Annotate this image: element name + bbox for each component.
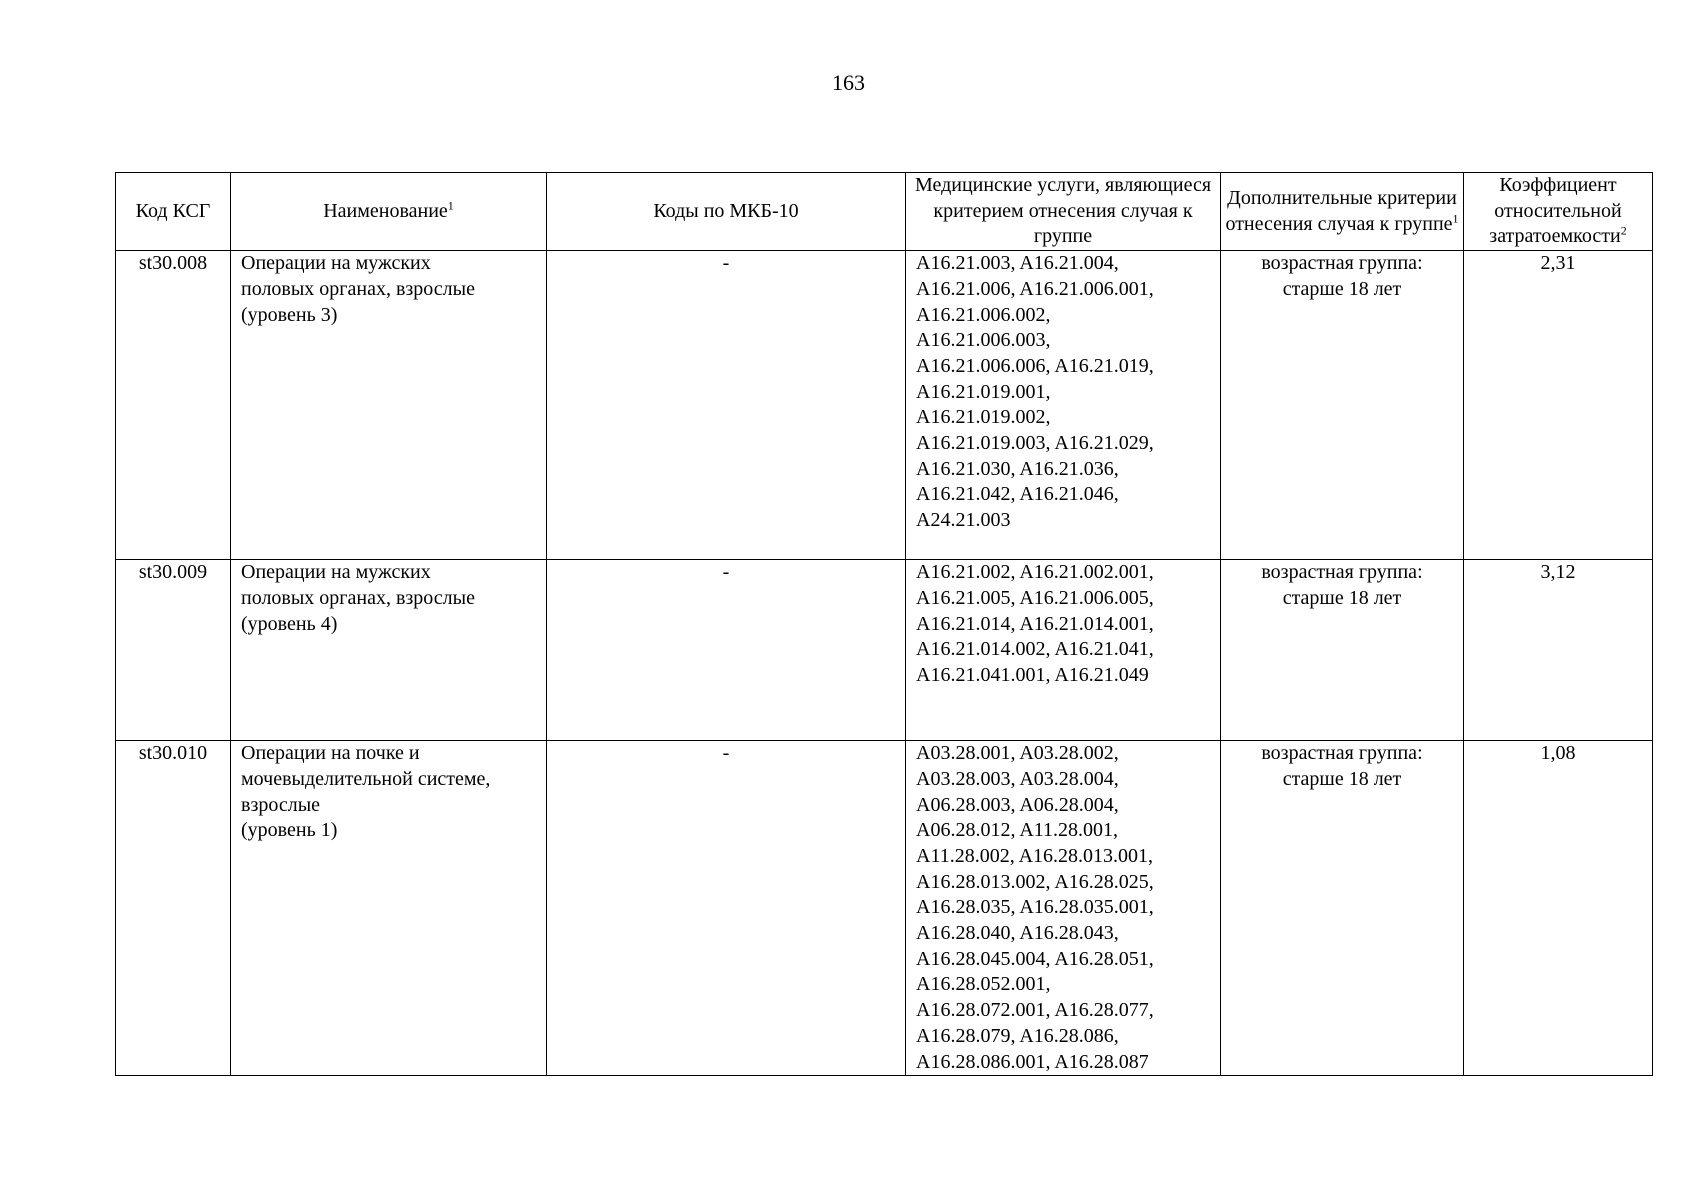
cell-line: A16.28.052.001,	[916, 973, 1051, 996]
ksg-table	[115, 172, 1653, 1076]
cell-line: старше 18 лет	[1282, 277, 1402, 300]
coefficient-cell: 1,08	[1464, 741, 1653, 1076]
cell-line: (уровень 3)	[241, 303, 338, 326]
cell-line: A16.21.030, A16.21.036,	[916, 457, 1119, 480]
cell-line: старше 18 лет	[1282, 767, 1402, 790]
cell-line: половых органах, взрослые	[241, 277, 475, 300]
cell-line: A16.21.014.002, A16.21.041,	[916, 638, 1154, 661]
cell-line: A16.28.086.001, A16.28.087	[916, 1050, 1149, 1073]
cell-line: A16.21.006.003,	[916, 329, 1051, 352]
cell-line: возрастная группа:	[1261, 742, 1423, 765]
cell-line: половых органах, взрослые	[241, 586, 475, 609]
cell-line: A06.28.012, A11.28.001,	[916, 819, 1119, 842]
cell-line: A16.28.045.004, A16.28.051,	[916, 947, 1154, 970]
cell-line: A16.28.013.002, A16.28.025,	[916, 870, 1154, 893]
cell-line: A16.21.005, A16.21.006.005,	[916, 586, 1154, 609]
mkb-cell: -	[547, 560, 906, 741]
cell-line: A16.21.014, A16.21.014.001,	[916, 612, 1154, 635]
cell-line: A03.28.003, A03.28.004,	[916, 767, 1119, 790]
cell-line: возрастная группа:	[1261, 252, 1423, 275]
header-extra: Дополнительные критерии отнесения случая к группе$^1$	[1221, 173, 1464, 251]
footnote-mark: 2	[1620, 223, 1627, 238]
name-cell	[231, 251, 547, 560]
services-cell	[906, 560, 1221, 741]
cell-line: A11.28.002, A16.28.013.001,	[916, 844, 1154, 867]
table-row	[116, 741, 1653, 1076]
cell-line: A16.21.019.002,	[916, 406, 1051, 429]
cell-line: A16.21.002, A16.21.002.001,	[916, 561, 1154, 584]
cell-line: Операции на мужских	[241, 252, 431, 275]
mkb-cell: -	[547, 251, 906, 560]
footnote-mark: 1	[447, 198, 454, 213]
cell-line: (уровень 4)	[241, 612, 338, 635]
services-cell	[906, 251, 1221, 560]
cell-line: A16.28.035, A16.28.035.001,	[916, 896, 1154, 919]
name-cell	[231, 741, 547, 1076]
cell-line: Операции на мужских	[241, 561, 431, 584]
ksg-code-cell: st30.008	[116, 251, 231, 560]
cell-line: A16.21.006.002,	[916, 303, 1051, 326]
cell-line: взрослые	[241, 793, 321, 816]
header-code: Код КСГ	[116, 173, 231, 251]
cell-line: A16.28.040, A16.28.043,	[916, 922, 1119, 945]
header-mkb: Коды по МКБ-10	[547, 173, 906, 251]
cell-line: A16.21.003, A16.21.004,	[916, 252, 1119, 275]
header-row	[116, 173, 1653, 251]
header-services: Медицинские услуги, являющиеся критерием отнесения случая к группе	[906, 173, 1221, 251]
footnote-mark: 1	[1452, 210, 1459, 225]
extra-criteria-cell	[1221, 560, 1464, 741]
services-cell	[906, 741, 1221, 1076]
name-cell	[231, 560, 547, 741]
cell-line: A03.28.001, A03.28.002,	[916, 742, 1119, 765]
coefficient-cell: 3,12	[1464, 560, 1653, 741]
cell-line: возрастная группа:	[1261, 561, 1423, 584]
header-coef: Коэффициент относительной затратоемкости$^2$	[1464, 173, 1653, 251]
cell-line: A16.21.019.003, A16.21.029,	[916, 432, 1154, 455]
ksg-code-cell: st30.009	[116, 560, 231, 741]
cell-line: A16.28.072.001, A16.28.077,	[916, 999, 1154, 1022]
cell-line: (уровень 1)	[241, 819, 338, 842]
header-name: Наименование$^1$	[231, 173, 547, 251]
coefficient-cell: 2,31	[1464, 251, 1653, 560]
cell-line: мочевыделительной системе,	[241, 767, 491, 790]
extra-criteria-cell	[1221, 741, 1464, 1076]
cell-line: A16.21.042, A16.21.046,	[916, 483, 1119, 506]
extra-criteria-cell	[1221, 251, 1464, 560]
cell-line: A16.28.079, A16.28.086,	[916, 1024, 1119, 1047]
cell-line: Операции на почке и	[241, 742, 420, 765]
cell-line: A16.21.006, A16.21.006.001,	[916, 277, 1154, 300]
ksg-code-cell: st30.010	[116, 741, 231, 1076]
cell-line: старше 18 лет	[1282, 586, 1402, 609]
mkb-cell: -	[547, 741, 906, 1076]
cell-line: A16.21.006.006, A16.21.019,	[916, 354, 1154, 377]
table-row	[116, 251, 1653, 560]
cell-line: A16.21.019.001,	[916, 380, 1051, 403]
cell-line: A16.21.041.001, A16.21.049	[916, 663, 1149, 686]
table-row	[116, 560, 1653, 741]
page-number: 163	[832, 70, 865, 95]
cell-line: A06.28.003, A06.28.004,	[916, 793, 1119, 816]
cell-line: A24.21.003	[916, 509, 1011, 532]
